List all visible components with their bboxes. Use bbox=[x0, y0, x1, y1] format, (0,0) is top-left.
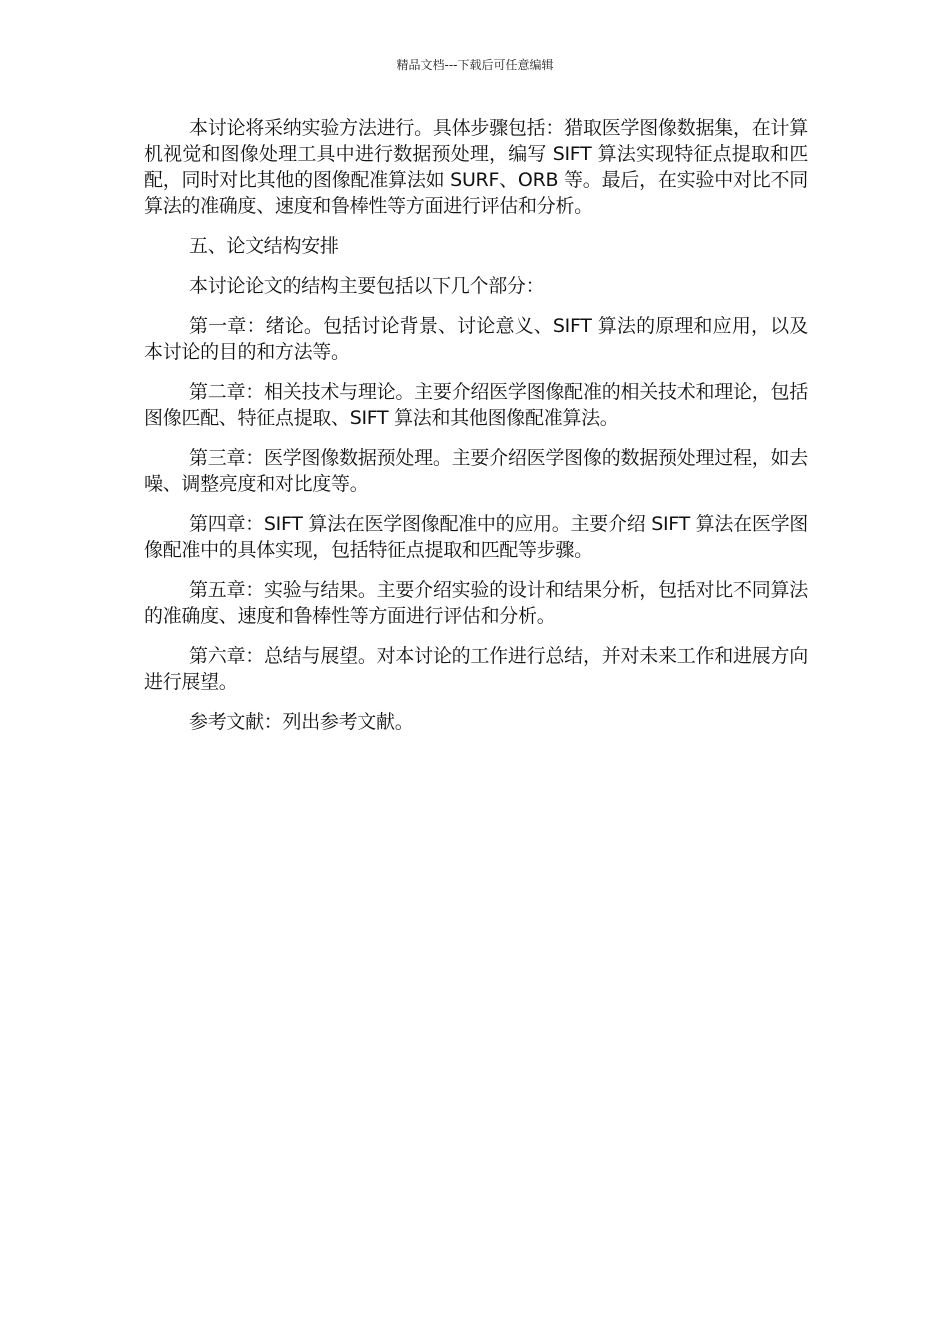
paragraph-chapter-4: 第四章：SIFT 算法在医学图像配准中的应用。主要介绍 SIFT 算法在医学图像配准中的具体实现，包括特征点提取和匹配等步骤。 bbox=[144, 513, 808, 561]
paragraph-chapter-2: 第二章：相关技术与理论。主要介绍医学图像配准的相关技术和理论，包括图像匹配、特征点提取、SIFT 算法和其他图像配准算法。 bbox=[144, 381, 808, 429]
paragraph-chapter-1: 第一章：绪论。包括讨论背景、讨论意义、SIFT 算法的原理和应用，以及本讨论的目的和方法等。 bbox=[144, 315, 808, 363]
document-body bbox=[144, 115, 808, 749]
paragraph-structure-intro: 本讨论论文的结构主要包括以下几个部分： bbox=[189, 275, 545, 297]
paragraph-references: 参考文献：列出参考文献。 bbox=[189, 711, 414, 733]
paragraph-chapter-3: 第三章：医学图像数据预处理。主要介绍医学图像的数据预处理过程，如去噪、调整亮度和对比度等。 bbox=[144, 447, 808, 495]
paragraph-method: 本讨论将采纳实验方法进行。具体步骤包括：猎取医学图像数据集，在计算机视觉和图像处理工具中进行数据预处理，编写 SIFT 算法实现特征点提取和匹配，同时对比其他的图像配准算法如 SURF、ORB 等。最后，在实验中对比不同算法的准确度、速度和鲁棒性等方面进行评估和分析。 bbox=[144, 117, 808, 217]
section-heading-structure: 五、论文结构安排 bbox=[189, 235, 339, 257]
paragraph-chapter-5: 第五章：实验与结果。主要介绍实验的设计和结果分析，包括对比不同算法的准确度、速度和鲁棒性等方面进行评估和分析。 bbox=[144, 579, 808, 627]
page-header: 精品文档---下载后可任意编辑 bbox=[396, 58, 554, 72]
paragraph-chapter-6: 第六章：总结与展望。对本讨论的工作进行总结，并对未来工作和进展方向进行展望。 bbox=[144, 645, 808, 693]
